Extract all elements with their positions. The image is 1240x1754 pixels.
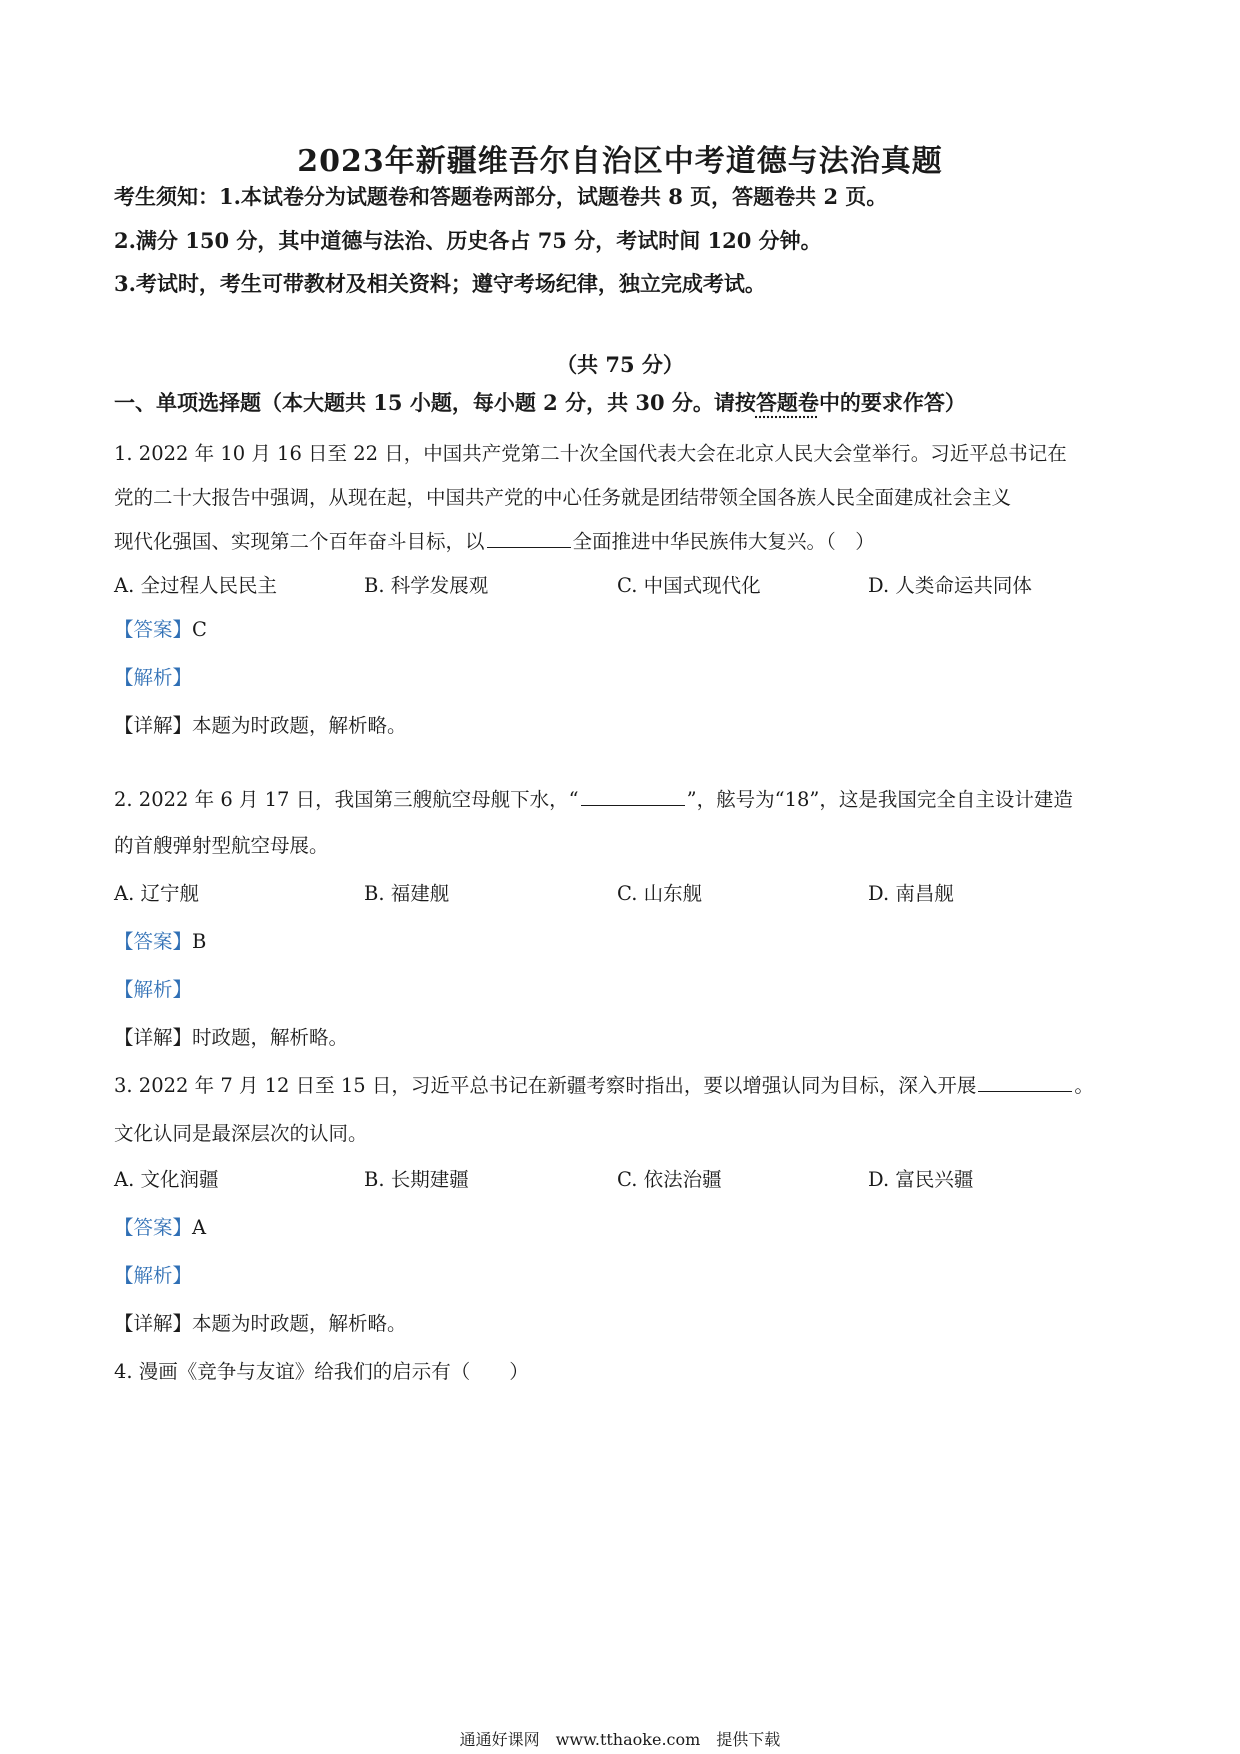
q3-option-c: C. 依法治疆 [617,1168,722,1191]
page-footer: 通通好课网 www.tthaoke.com 提供下载 [459,1730,781,1749]
section-heading [114,387,966,417]
detail-label: 【详解】 [114,1312,193,1335]
q1-line-2: 党的二十大报告中强调，从现在起，中国共产党的中心任务就是团结带领全国各族人民全面建成社会主义 [114,486,1012,509]
answer-label: 【答案】 [114,930,193,953]
q2-line-2: 的首艘弹射型航空母展。 [114,834,329,857]
q3-option-d: D. 富民兴疆 [868,1168,974,1191]
q2-detail [114,1022,348,1050]
q1-line-1: 1. 2022 年 10 月 16 日至 22 日，中国共产党第二十次全国代表大会在北京人民大会堂举行。习近平总书记在 [114,442,1067,465]
q3-line-1 [114,1070,1094,1098]
q3-answer-value: A [192,1216,207,1239]
q2-option-d: D. 南昌舰 [868,882,954,905]
page-title: 2023年新疆维吾尔自治区中考道德与法治真题 [297,144,943,179]
q1-detail [114,710,407,738]
section-heading-emphasis: 答题卷 [755,390,819,415]
q3-blank [978,1090,1072,1092]
section-heading-post: 中的要求作答） [818,390,966,415]
q1-option-a: A. 全过程人民民主 [114,574,277,597]
answer-label: 【答案】 [114,618,193,641]
q3-line-1-pre: 3. 2022 年 7 月 12 日至 15 日，习近平总书记在新疆考察时指出，要以增强认同为目标，深入开展 [114,1074,977,1097]
q1-detail-text: 本题为时政题，解析略。 [192,714,407,737]
q1-line-3-pre: 现代化强国、实现第二个百年奋斗目标，以 [114,530,485,553]
q2-option-c: C. 山东舰 [617,882,703,905]
q2-option-a: A. 辽宁舰 [114,882,199,905]
q1-option-d: D. 人类命运共同体 [868,574,1032,597]
q3-detail-text: 本题为时政题，解析略。 [192,1312,407,1335]
q3-line-1-post: 。 [1074,1074,1094,1097]
notice-line-3: 3.考试时，考生可带教材及相关资料；遵守考场纪律，独立完成考试。 [114,271,766,296]
answer-label: 【答案】 [114,1216,193,1239]
notice-line-1: 考生须知：1.本试卷分为试题卷和答题卷两部分，试题卷共 8 页，答题卷共 2 页。 [114,184,888,209]
score-subtotal: （共 75 分） [556,352,684,377]
q1-line-3 [114,526,875,554]
q2-line-1 [114,784,1073,812]
q1-analysis-label: 【解析】 [114,666,193,689]
q2-option-b: B. 福建舰 [364,882,450,905]
q1-answer-value: C [192,618,207,641]
section-heading-pre: 一、单项选择题（本大题共 15 小题，每小题 2 分，共 30 分。请按 [114,390,756,415]
q2-line-1-post: ”，舷号为“18”，这是我国完全自主设计建造 [686,788,1073,811]
q4-line-1: 4. 漫画《竞争与友谊》给我们的启示有（ ） [114,1360,529,1383]
q2-blank [581,804,685,806]
q3-analysis-label: 【解析】 [114,1264,193,1287]
q2-line-1-pre: 2. 2022 年 6 月 17 日，我国第三艘航空母舰下水，“ [114,788,579,811]
detail-label: 【详解】 [114,714,193,737]
q2-detail-text: 时政题，解析略。 [192,1026,349,1049]
q3-answer [114,1212,206,1240]
q1-option-c: C. 中国式现代化 [617,574,761,597]
q1-blank [487,546,571,548]
q3-option-b: B. 长期建疆 [364,1168,469,1191]
detail-label: 【详解】 [114,1026,193,1049]
q2-analysis-label: 【解析】 [114,978,193,1001]
q3-line-2: 文化认同是最深层次的认同。 [114,1122,368,1145]
q2-answer [114,926,206,954]
q2-answer-value: B [192,930,207,953]
notice-line-2: 2.满分 150 分，其中道德与法治、历史各占 75 分，考试时间 120 分钟。 [114,228,822,253]
q1-answer [114,614,207,642]
q3-detail [114,1308,407,1336]
q3-option-a: A. 文化润疆 [114,1168,219,1191]
q1-line-3-post: 全面推进中华民族伟大复兴。（ ） [572,530,875,553]
q1-option-b: B. 科学发展观 [364,574,489,597]
